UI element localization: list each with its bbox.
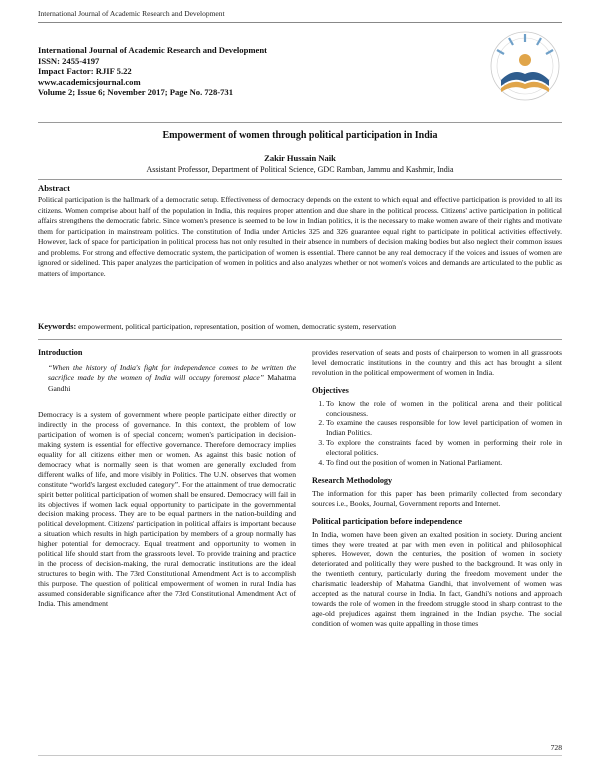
page-number: 728 <box>550 743 562 752</box>
journal-logo-icon <box>485 28 565 110</box>
left-column <box>38 348 296 617</box>
before-independence-text: In India, women have been given an exalted position in society. During ancient times they were treated at par with men even in political and philosophical spheres. However, down the centuries, the position of women in society deteriorated and politically they were pushed to the background. It was only in the twentieth century, particularly during the freedom movement under the charismatic leadership of Mahatma Gandhi, that involvement of women was accepted as the natural course in India. In fact, Gandhi's notions and approach towards the role of women in the freedom struggle stood in sharp contrast to the age-old prejudices against them ingrained in the Indian psyche. The social condition of women was quite appalling in those times <box>312 529 562 628</box>
quote-text: “When the history of India's fight for independence comes to be written the sacrifice made by the women of India will occupy foremost place” <box>48 362 296 383</box>
header-rule <box>38 122 562 123</box>
issn: ISSN: 2455-4197 <box>38 55 100 66</box>
objective-item: 2. To examine the causes responsible for low level participation of women in Indian Politics. <box>326 418 562 438</box>
methodology-heading: Research Methodology <box>312 475 393 485</box>
abstract-text: Political participation is the hallmark of a democratic setup. Effectiveness of democracy depends on the extent to which equal and effective participation is provided to all its citizens. Women comprise about half of the population in India, this requires proper attention and due share in the political process. Citizens' active participation in political affairs strengthens the democratic fabric. Since women's presence is seemed to be low in Indian politics, it is the necessary to make women aware of their rights and motivate them for participation in mainstream politics. The constitution of India under Articles 325 and 326 guarantee equal right to participate in political activities effectively. However, lack of space for participation in political process has not only resulted in their absence in numbers of decision making bodies but also neglect their common issues and problems. For strong and effective democratic system, the participation of women is essential. There cannot be any real democracy if the voices and issues of women are ignored or sidelined. This paper analyzes the participation of women in politics and also analyzes whether or not women's voices and demands are articulated to the public as matters of importance. <box>38 195 562 278</box>
methodology-text: The information for this paper has been primarily collected from secondary sources i.e., Books, Journal, Government reports and Internet. <box>312 488 562 508</box>
gandhi-quote <box>38 363 296 395</box>
running-head: International Journal of Academic Research and Development <box>38 9 225 18</box>
header-divider <box>38 22 562 23</box>
abstract-heading: Abstract <box>38 183 70 193</box>
author-name: Zakir Hussain Naik <box>264 153 336 163</box>
footer-rule <box>38 755 562 756</box>
objectives-heading: Objectives <box>312 385 349 395</box>
journal-name: International Journal of Academic Research and Development <box>38 45 267 55</box>
introduction-paragraph: Democracy is a system of government where people participate either directly or indirectly in the process of governance. In this context, the problem of low participation of women is of special concern; women's participation in decision-making system is essential for effective governance. Therefore democracy implies equality for all citizens either men or women. As against this basic notion of democracy what is normally seen is that women are generally excluded from different walks of life, and more visibly in Politics. The U.N. observes that women constitute “world's largest excluded category”. For the attainment of true democratic spirit better political participation of women shall be ensured. Democracy will fail in its objectives if women lack equal opportunity to participate in the governmental decision making process. They are to be equal partners in the nation-building and political development. Citizens' participation in political affairs is important because a situation which results in high participation by members of a group normally has higher potential for democracy. Equal treatment and opportunity to women in political life should start from the grassroots level. To provide training and practice in the process of decision-making, the rural democratic institutions are the ideal structures to begin with. The 73rd Constitutional Amendment Act is to accomplish this purpose. The question of political empowerment of women in rural India has assumed considerable significance after the 73rd Constitutional Amendment Act of India. This amendment <box>38 410 296 608</box>
article-title: Empowerment of women through political participation in India <box>162 130 438 141</box>
introduction-heading: Introduction <box>38 348 83 357</box>
website-link[interactable]: www.academicsjournal.com <box>38 76 141 87</box>
impact-factor: Impact Factor: RJIF 5.22 <box>38 66 132 77</box>
volume-info: Volume 2; Issue 6; November 2017; Page No. 728-731 <box>38 87 234 98</box>
objective-item: 1. To know the role of women in the political arena and their political conciousness. <box>326 399 562 419</box>
keywords-text: empowerment, political participation, representation, position of women, democratic system, reservation <box>76 322 397 331</box>
author-affiliation: Assistant Professor, Department of Political Science, GDC Ramban, Jammu and Kashmir, India <box>146 165 454 174</box>
journal-info <box>38 45 267 98</box>
before-independence-heading: Political participation before independence <box>312 516 463 526</box>
objective-item: 4. To find out the position of women in National Parliament. <box>326 458 562 468</box>
keywords-line <box>38 322 562 331</box>
right-column <box>312 348 562 637</box>
keywords-label: Keywords: <box>38 322 77 331</box>
keywords-bottom-rule <box>38 339 562 340</box>
objectives-list <box>312 399 562 468</box>
objective-item: 3. To explore the constraints faced by women in performing their role in electoral politics. <box>326 438 562 458</box>
quote-attribution: Mahatma Gandhi <box>48 373 296 393</box>
abstract-top-rule <box>38 179 562 180</box>
introduction-continuation: provides reservation of seats and posts of chairperson to women in all grassroots level democratic institutions in the country and this act has brought a silent revolution in the political empowerment of women in India. <box>312 348 562 377</box>
